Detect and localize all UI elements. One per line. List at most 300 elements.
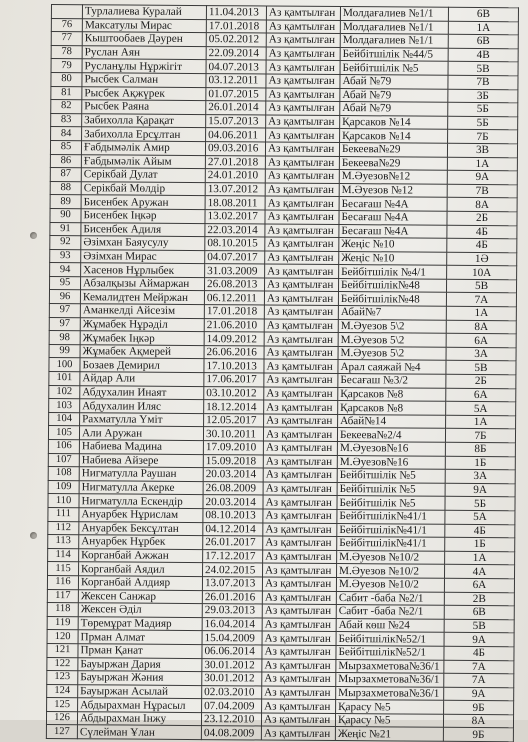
student-name-cell: Максатулы Мирас: [82, 18, 206, 32]
birth-date-cell: 15.07.2013: [206, 114, 266, 128]
student-name-cell: Абдухалин Иляс: [80, 399, 204, 413]
row-number-cell: 111: [48, 507, 79, 521]
birth-date-cell: 26.08.2013: [204, 277, 264, 291]
address-cell: Бесағаш №3/2: [338, 374, 446, 388]
address-cell: М.Әуезов 5\2: [338, 319, 446, 333]
status-cell: Аз қамтылған: [265, 183, 339, 197]
address-cell: Қарсаков №14: [340, 115, 448, 129]
row-number-cell: 82: [51, 100, 82, 114]
address-cell: Жеңіс №10: [339, 238, 447, 252]
class-grade-cell: 6А: [446, 388, 516, 402]
status-cell: Аз қамтылған: [266, 88, 340, 102]
address-cell: Бейбітшілік№52/1: [336, 632, 444, 646]
class-grade-cell: 4Б: [447, 238, 517, 252]
class-grade-cell: 2Б: [447, 211, 517, 225]
status-cell: Аз қамтылған: [263, 482, 337, 496]
students-table-body: [46, 5, 518, 742]
birth-date-cell: 05.02.2012: [206, 33, 266, 47]
class-grade-cell: 5В: [448, 62, 518, 76]
row-number-cell: 76: [51, 18, 82, 32]
birth-date-cell: 17.06.2017: [204, 373, 264, 387]
class-grade-cell: 7В: [447, 184, 517, 198]
address-cell: Молдағалиев №1/1: [340, 20, 448, 34]
student-name-cell: Сүлейман Ұлан: [77, 725, 201, 739]
student-name-cell: Корганбай Ажжан: [79, 548, 203, 562]
row-number-cell: 91: [50, 222, 81, 236]
class-grade-cell: 5А: [445, 510, 515, 524]
class-grade-cell: 1А: [446, 306, 516, 320]
class-grade-cell: 9Б: [444, 701, 514, 715]
row-number-cell: 123: [47, 671, 78, 685]
row-number-cell: 122: [47, 657, 78, 671]
address-cell: М.Әуезов №10/2: [337, 550, 445, 564]
class-grade-cell: 8А: [446, 320, 516, 334]
row-number-cell: 90: [50, 208, 81, 222]
row-number-cell: 81: [51, 86, 82, 100]
birth-date-cell: 06.12.2011: [204, 291, 264, 305]
class-grade-cell: 3В: [447, 143, 517, 157]
address-cell: Бейбітшілік №5: [337, 482, 445, 496]
status-cell: Аз қамтылған: [266, 20, 340, 34]
student-name-cell: Аманкелді Айсезім: [80, 304, 204, 318]
class-grade-cell: 1Ә: [447, 252, 517, 266]
row-number-cell: 121: [47, 643, 78, 657]
student-name-cell: Бауыржан Асылай: [78, 684, 202, 698]
birth-date-cell: 29.03.2013: [202, 604, 262, 618]
address-cell: Бесағаш №4А: [339, 210, 447, 224]
student-name-cell: Рысбек Раяна: [82, 100, 206, 114]
status-cell: Аз қамтылған: [264, 373, 338, 387]
status-cell: Аз қамтылған: [266, 128, 340, 142]
status-cell: Аз қамтылған: [263, 509, 337, 523]
birth-date-cell: 26.08.2009: [203, 481, 263, 495]
birth-date-cell: 23.12.2010: [201, 712, 261, 726]
student-name-cell: Ғабдымәлік Айым: [81, 154, 205, 168]
student-name-cell: Нигматулла Акерке: [79, 480, 203, 494]
address-cell: Арал саяжай №4: [338, 360, 446, 374]
address-cell: М.Әуезов 5\2: [338, 333, 446, 347]
row-number-cell: 109: [48, 480, 79, 494]
address-cell: Мырзахметова№36/1: [336, 686, 444, 700]
address-cell: Абай көш №24: [336, 618, 444, 632]
status-cell: Аз қамтылған: [263, 495, 337, 509]
birth-date-cell: 24.02.2015: [203, 563, 263, 577]
address-cell: Бейбітшілік№48: [338, 292, 446, 306]
address-cell: М.Әуезов№16: [337, 455, 445, 469]
class-grade-cell: 2Б: [446, 374, 516, 388]
row-number-cell: 92: [50, 236, 81, 250]
birth-date-cell: 13.07.2012: [205, 182, 265, 196]
row-number-cell: 99: [49, 344, 80, 358]
address-cell: Бейбітшілік№52/1: [336, 645, 444, 659]
class-grade-cell: 7А: [444, 673, 514, 687]
student-name-cell: Жұмабек Іңкәр: [80, 331, 204, 345]
table-row: [46, 725, 513, 742]
row-number-cell: 101: [49, 372, 80, 386]
birth-date-cell: 20.03.2014: [203, 468, 263, 482]
status-cell: Аз қамтылған: [265, 237, 339, 251]
student-name-cell: Абдухалин Инаят: [80, 385, 204, 399]
status-cell: Аз қамтылған: [266, 47, 340, 61]
status-cell: Аз қамтылған: [265, 142, 339, 156]
row-number-cell: 98: [49, 331, 80, 345]
student-name-cell: Прман Алмат: [78, 630, 202, 644]
status-cell: Аз қамтылған: [262, 591, 336, 605]
birth-date-cell: 04.06.2011: [206, 128, 266, 142]
address-cell: Бейбітшілік№41/1: [337, 537, 445, 551]
student-name-cell: Жұмабек Нұрәділ: [80, 317, 204, 331]
birth-date-cell: 17.10.2013: [204, 359, 264, 373]
status-cell: Аз қамтылған: [264, 387, 338, 401]
birth-date-cell: 26.01.2017: [203, 536, 263, 550]
birth-date-cell: 03.12.2011: [206, 74, 266, 88]
class-grade-cell: 6В: [448, 34, 518, 48]
student-name-cell: Корганбай Алдияр: [78, 576, 202, 590]
row-number-cell: 97: [49, 317, 80, 331]
student-name-cell: Али Аружан: [79, 426, 203, 440]
address-cell: М.Әуезов №10/2: [337, 564, 445, 578]
address-cell: М.Әуезов №10/2: [336, 577, 444, 591]
birth-date-cell: 30.01.2012: [202, 672, 262, 686]
student-name-cell: Русланұлы Нұржігіт: [82, 59, 206, 73]
student-name-cell: Ануарбек Нұрбек: [79, 535, 203, 549]
status-cell: Аз қамтылған: [264, 291, 338, 305]
address-cell: Абай№7: [338, 306, 446, 320]
class-grade-cell: 6А: [444, 578, 514, 592]
status-cell: Аз қамтылған: [261, 726, 335, 740]
row-number-cell: 126: [46, 711, 77, 725]
student-name-cell: Абдырахман Нұрасыл: [78, 698, 202, 712]
class-grade-cell: 1Б: [445, 537, 515, 551]
student-name-cell: Бозаев Демирил: [80, 358, 204, 372]
row-number-cell: 97: [49, 304, 80, 318]
student-name-cell: Ғабдымәлік Амир: [81, 141, 205, 155]
row-number-cell: 84: [51, 127, 82, 141]
status-cell: Аз қамтылған: [262, 577, 336, 591]
row-number-cell: 108: [48, 467, 79, 481]
status-cell: Аз қамтылған: [266, 101, 340, 115]
address-cell: М.Әуезов №12: [339, 183, 447, 197]
student-name-cell: Абдырахман Інжу: [77, 712, 201, 726]
student-name-cell: Кыштообаев Дәурен: [82, 32, 206, 46]
row-number-cell: 112: [48, 521, 79, 535]
row-number-cell: 85: [50, 140, 81, 154]
address-cell: Қарсаков №8: [338, 401, 446, 415]
row-number-cell: 118: [47, 603, 78, 617]
student-name-cell: Нигматулла Раушан: [79, 467, 203, 481]
status-cell: Аз қамтылған: [265, 169, 339, 183]
class-grade-cell: 7А: [446, 293, 516, 307]
student-name-cell: Хасенов Нұрлыбек: [81, 263, 205, 277]
student-name-cell: Серікбай Дулат: [81, 168, 205, 182]
status-cell: Аз қамтылған: [262, 686, 336, 700]
student-name-cell: Әзімхан Баяусулу: [81, 236, 205, 250]
birth-date-cell: 26.01.2014: [206, 101, 266, 115]
student-name-cell: Рысбек Ақжүрек: [82, 86, 206, 100]
row-number-cell: 127: [46, 725, 77, 739]
status-cell: Аз қамтылған: [264, 346, 338, 360]
class-grade-cell: 8А: [443, 714, 513, 728]
class-grade-cell: 5Б: [448, 102, 518, 116]
class-grade-cell: 4Б: [445, 524, 515, 538]
row-number-cell: 119: [47, 616, 78, 630]
status-cell: Аз қамтылған: [264, 414, 338, 428]
address-cell: Қарасу №5: [335, 713, 443, 727]
birth-date-cell: 17.01.2018: [204, 305, 264, 319]
birth-date-cell: 24.01.2010: [205, 169, 265, 183]
class-grade-cell: 1Б: [445, 456, 515, 470]
birth-date-cell: 06.06.2014: [202, 644, 262, 658]
row-number-cell: 93: [50, 249, 81, 263]
birth-date-cell: 30.10.2011: [203, 427, 263, 441]
birth-date-cell: 01.07.2015: [206, 87, 266, 101]
status-cell: Аз қамтылған: [264, 332, 338, 346]
status-cell: Аз қамтылған: [265, 196, 339, 210]
birth-date-cell: 09.03.2016: [205, 142, 265, 156]
row-number-cell: 89: [50, 195, 81, 209]
class-grade-cell: 9А: [445, 483, 515, 497]
class-grade-cell: 4В: [448, 48, 518, 62]
class-grade-cell: 1А: [446, 415, 516, 429]
student-name-cell: Төремұрат Мадияр: [78, 616, 202, 630]
status-cell: Аз қамтылған: [262, 699, 336, 713]
address-cell: Сабит -баба №2/1: [336, 591, 444, 605]
status-cell: Аз қамтылған: [263, 455, 337, 469]
birth-date-cell: 04.12.2014: [203, 522, 263, 536]
status-cell: Аз қамтылған: [265, 156, 339, 170]
row-number-cell: 83: [51, 113, 82, 127]
class-grade-cell: 8Б: [445, 442, 515, 456]
address-cell: Бейбітшілік №4/1: [339, 265, 447, 279]
row-number-cell: 106: [48, 439, 79, 453]
row-number-cell: 113: [48, 535, 79, 549]
row-number-cell: 102: [49, 385, 80, 399]
row-number-cell: 87: [50, 168, 81, 182]
address-cell: Мырзахметова№36/1: [336, 673, 444, 687]
address-cell: Қарсаков №8: [338, 387, 446, 401]
class-grade-cell: 6А: [446, 334, 516, 348]
address-cell: Бейбітшілік№41/1: [337, 509, 445, 523]
student-name-cell: Жұмабек Ақмерей: [80, 345, 204, 359]
birth-date-cell: 08.10.2013: [203, 509, 263, 523]
student-name-cell: Бауыржан Жәния: [78, 671, 202, 685]
row-number-cell: 104: [49, 412, 80, 426]
address-cell: Бейбітшілік №44/5: [340, 47, 448, 61]
status-cell: Аз қамтылған: [263, 468, 337, 482]
row-number-cell: 110: [48, 494, 79, 508]
student-name-cell: Әзімхан Мирас: [81, 249, 205, 263]
birth-date-cell: 22.09.2014: [206, 46, 266, 60]
class-grade-cell: 6В: [444, 605, 514, 619]
student-name-cell: Бауыржан Дария: [78, 657, 202, 671]
status-cell: Аз қамтылған: [264, 278, 338, 292]
birth-date-cell: 26.06.2016: [204, 345, 264, 359]
status-cell: Аз қамтылған: [265, 251, 339, 265]
student-name-cell: Ануарбек Нұрислам: [79, 508, 203, 522]
address-cell: Қарасу №5: [336, 700, 444, 714]
status-cell: Аз қамтылған: [263, 523, 337, 537]
status-cell: Аз қамтылған: [263, 427, 337, 441]
status-cell: Аз қамтылған: [263, 536, 337, 550]
student-name-cell: Серікбай Мөлдір: [81, 181, 205, 195]
birth-date-cell: 03.10.2012: [204, 386, 264, 400]
status-cell: Аз қамтылған: [262, 658, 336, 672]
student-name-cell: Набиева Мадина: [79, 440, 203, 454]
row-number-cell: 96: [49, 290, 80, 304]
student-name-cell: Прман Қанат: [78, 644, 202, 658]
row-number-cell: 80: [51, 72, 82, 86]
address-cell: Бейбітшілік№48: [338, 278, 446, 292]
address-cell: Жеңіс №10: [339, 251, 447, 265]
row-number-cell: 103: [49, 399, 80, 413]
address-cell: Бекеева№2/4: [337, 428, 445, 442]
student-name-cell: Рысбек Салман: [82, 73, 206, 87]
row-number-cell: 107: [48, 453, 79, 467]
birth-date-cell: 21.06.2010: [204, 318, 264, 332]
row-number-cell: 78: [51, 45, 82, 59]
status-cell: Аз қамтылған: [266, 60, 340, 74]
status-cell: Аз қамтылған: [265, 223, 339, 237]
row-number-cell: 120: [47, 630, 78, 644]
row-number-cell: 79: [51, 59, 82, 73]
address-cell: Қарсаков №14: [340, 129, 448, 143]
birth-date-cell: 04.07.2017: [205, 250, 265, 264]
status-cell: Аз қамтылған: [263, 441, 337, 455]
student-name-cell: Турлалиева Куралай: [82, 5, 206, 19]
class-grade-cell: 5Б: [445, 497, 515, 511]
row-number-cell: 94: [50, 263, 81, 277]
class-grade-cell: 7В: [448, 75, 518, 89]
row-number-cell: 77: [51, 32, 82, 46]
student-name-cell: Рахматулла Үміт: [80, 413, 204, 427]
class-grade-cell: 9А: [444, 633, 514, 647]
class-grade-cell: 10А: [447, 266, 517, 280]
birth-date-cell: 02.03.2010: [202, 685, 262, 699]
birth-date-cell: 07.04.2009: [202, 699, 262, 713]
birth-date-cell: 15.04.2009: [202, 631, 262, 645]
class-grade-cell: 2В: [444, 592, 514, 606]
class-grade-cell: 9Б: [443, 728, 513, 742]
student-name-cell: Забихолла Ерсұлтан: [82, 127, 206, 141]
address-cell: М.Әуезов 5\2: [338, 346, 446, 360]
status-cell: Аз қамтылған: [264, 359, 338, 373]
birth-date-cell: 17.09.2010: [203, 441, 263, 455]
status-cell: Аз қамтылған: [264, 400, 338, 414]
address-cell: Абай №79: [340, 102, 448, 116]
birth-date-cell: 18.08.2011: [205, 196, 265, 210]
birth-date-cell: 18.12.2014: [204, 400, 264, 414]
class-grade-cell: 1А: [448, 21, 518, 35]
status-cell: Аз қамтылған: [264, 319, 338, 333]
address-cell: М.Әуезов№16: [337, 442, 445, 456]
address-cell: Бейбітшілік№41/1: [337, 523, 445, 537]
binder-hole-top: [30, 232, 37, 239]
class-grade-cell: 9А: [447, 170, 517, 184]
class-grade-cell: 9А: [444, 687, 514, 701]
birth-date-cell: 13.07.2013: [202, 577, 262, 591]
class-grade-cell: 3Б: [448, 89, 518, 103]
address-cell: Бейбітшілік №5: [340, 61, 448, 75]
status-cell: Аз қамтылған: [262, 645, 336, 659]
row-number-cell: 116: [47, 575, 78, 589]
class-grade-cell: 7Б: [448, 130, 518, 144]
class-grade-cell: 4Б: [444, 646, 514, 660]
student-name-cell: Абзалқызы Аймаржан: [81, 277, 205, 291]
status-cell: Аз қамтылған: [265, 210, 339, 224]
status-cell: Аз қамтылған: [266, 115, 340, 129]
address-cell: Бесағаш №4А: [339, 224, 447, 238]
status-cell: Аз қамтылған: [262, 604, 336, 618]
status-cell: Аз қамтылған: [266, 33, 340, 47]
class-grade-cell: 5В: [444, 619, 514, 633]
class-grade-cell: 7А: [444, 660, 514, 674]
birth-date-cell: 26.01.2016: [202, 590, 262, 604]
birth-date-cell: 13.02.2017: [205, 209, 265, 223]
class-grade-cell: 5В: [446, 279, 516, 293]
birth-date-cell: 20.03.2014: [203, 495, 263, 509]
birth-date-cell: 14.09.2012: [204, 332, 264, 346]
birth-date-cell: 04.07.2013: [206, 60, 266, 74]
birth-date-cell: 30.01.2012: [202, 658, 262, 672]
student-name-cell: Набиева Айзере: [79, 453, 203, 467]
class-grade-cell: 4Б: [447, 225, 517, 239]
address-cell: Бекеева№29: [339, 142, 447, 156]
student-name-cell: Бисенбек Іңкәр: [81, 209, 205, 223]
address-cell: Бейбітшілік №5: [337, 469, 445, 483]
row-number-cell: 114: [48, 548, 79, 562]
address-cell: Абай№14: [338, 414, 446, 428]
class-grade-cell: 1А: [445, 551, 515, 565]
address-cell: Молдағалиев №1/1: [340, 7, 448, 21]
address-cell: Абай №79: [340, 88, 448, 102]
address-cell: Абай №79: [340, 74, 448, 88]
student-name-cell: Ануарбек Бексұлтан: [79, 521, 203, 535]
student-name-cell: Нигматулла Ескендір: [79, 494, 203, 508]
class-grade-cell: 8А: [447, 198, 517, 212]
student-name-cell: Корганбай Аядил: [79, 562, 203, 576]
student-name-cell: Жексен Әділ: [78, 603, 202, 617]
address-cell: Жеңіс №21: [335, 727, 443, 741]
status-cell: Аз қамтылған: [266, 6, 340, 20]
student-name-cell: Руслан Аян: [82, 46, 206, 60]
student-name-cell: Жексен Санжар: [78, 589, 202, 603]
class-grade-cell: 1А: [447, 157, 517, 171]
class-grade-cell: 4А: [445, 565, 515, 579]
row-number-cell: 117: [47, 589, 78, 603]
status-cell: Аз қамтылған: [263, 563, 337, 577]
students-table: [46, 4, 519, 742]
address-cell: Молдағалиев №1/1: [340, 34, 448, 48]
birth-date-cell: 04.08.2009: [201, 726, 261, 740]
birth-date-cell: 15.09.2018: [203, 454, 263, 468]
student-name-cell: Забихолла Қарақат: [82, 113, 206, 127]
student-name-cell: Бисенбек Адиля: [81, 222, 205, 236]
row-number-cell: 100: [49, 358, 80, 372]
birth-date-cell: 16.04.2014: [202, 617, 262, 631]
row-number-cell: 105: [48, 426, 79, 440]
class-grade-cell: 6В: [448, 7, 518, 21]
class-grade-cell: 3А: [445, 469, 515, 483]
student-name-cell: Айдар Али: [80, 372, 204, 386]
class-grade-cell: 5Б: [448, 116, 518, 130]
address-cell: Сабит -баба №2/1: [336, 605, 444, 619]
birth-date-cell: 17.01.2018: [206, 19, 266, 33]
status-cell: Аз қамтылған: [262, 672, 336, 686]
status-cell: Аз қамтылған: [265, 264, 339, 278]
address-cell: Мырзахметова№36/1: [336, 659, 444, 673]
address-cell: Бесағаш №4А: [339, 197, 447, 211]
birth-date-cell: 11.04.2013: [206, 6, 266, 20]
